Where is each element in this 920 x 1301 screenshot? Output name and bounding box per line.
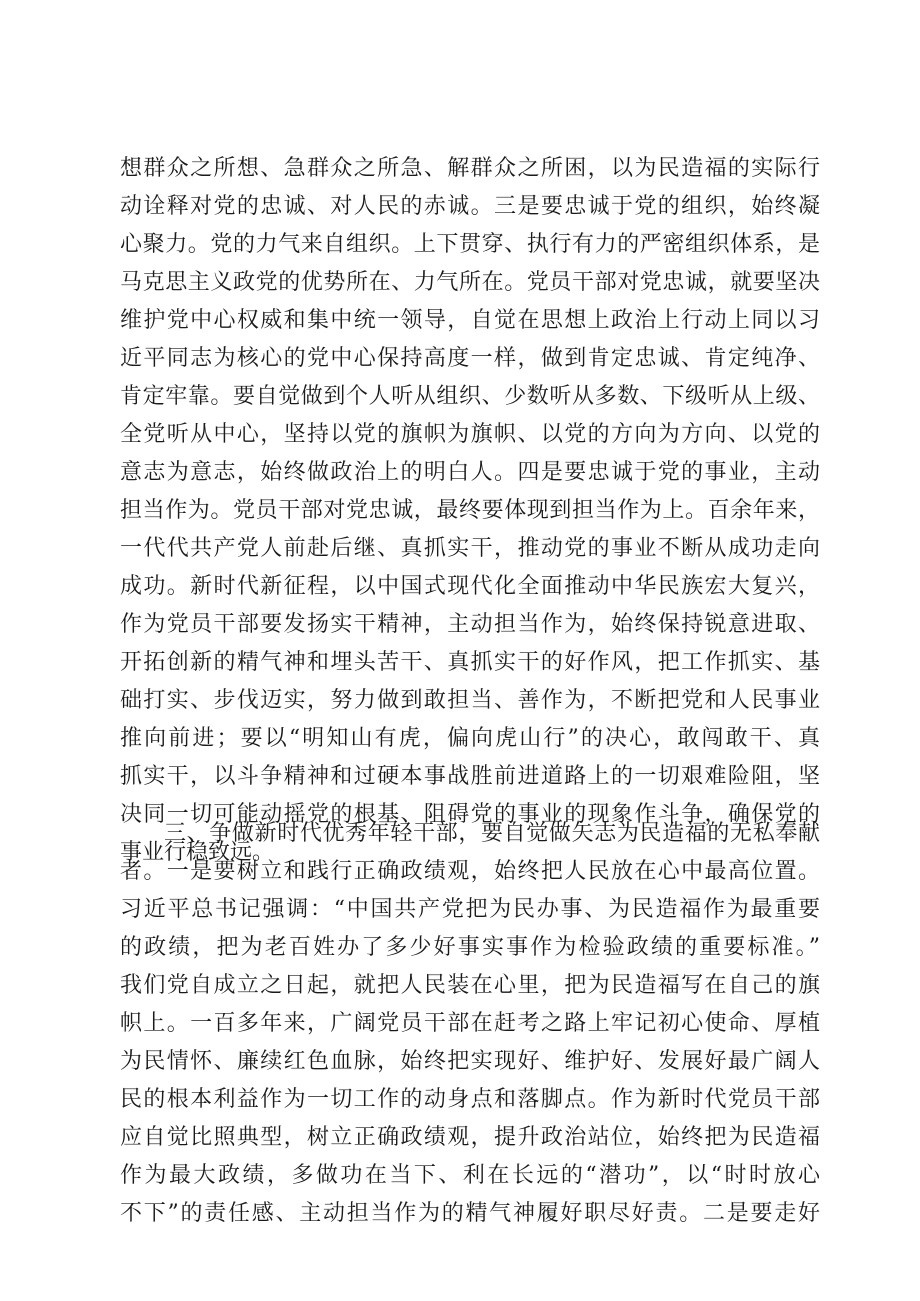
text-line: 维护党中心权威和集中统一领导，自觉在思想上政治上行动上同以习	[120, 308, 820, 333]
text-line: 肯定牢靠。要自觉做到个人听从组织、少数听从多数、下级听从上级、	[120, 384, 820, 409]
text-line: 一代代共产党人前赴后继、真抓实干，推动党的事业不断从成功走向	[120, 536, 820, 561]
text-line: 意志为意志，始终做政治上的明白人。四是要忠诚于党的事业，主动	[120, 460, 820, 485]
text-line: 担当作为。党员干部对党忠诚，最终要体现到担当作为上。百余年来，	[120, 498, 820, 523]
text-line: 作为最大政绩，多做功在当下、利在长远的“潜功”，以“时时放心	[120, 1163, 820, 1188]
text-line: 作为党员干部要发扬实干精神，主动担当作为，始终保持锐意进取、	[120, 612, 820, 637]
text-line: 不下”的责任感、主动担当作为的精气神履好职尽好责。二是要走好	[120, 1201, 820, 1226]
text-line: 决同一切可能动摇党的根基、阻碍党的事业的现象作斗争，确保党的	[120, 802, 820, 827]
text-line: 抓实干，以斗争精神和过硬本事战胜前进道路上的一切艰难险阻，坚	[120, 764, 820, 789]
text-line: 我们党自成立之日起，就把人民装在心里，把为民造福写在自己的旗	[120, 973, 820, 998]
text-line: 习近平总书记强调：“中国共产党把为民办事、为民造福作为最重要	[120, 897, 820, 922]
paragraph-loyalty	[120, 150, 820, 872]
text-line: 推向前进；要以“明知山有虎，偏向虎山行”的决心，敢闯敢干、真	[120, 726, 820, 751]
text-line: 全党听从中心，坚持以党的旗帜为旗帜、以党的方向为方向、以党的	[120, 422, 820, 447]
text-line: 础打实、步伐迈实，努力做到敢担当、善作为，不断把党和人民事业	[120, 688, 820, 713]
text-line: 事业行稳致远。	[120, 840, 275, 865]
text-line: 者。一是要树立和践行正确政绩观，始终把人民放在心中最高位置。	[120, 859, 820, 884]
text-line: 为民情怀、廉续红色血脉，始终把实现好、维护好、发展好最广阔人	[120, 1049, 820, 1074]
text-line: 马克思主义政党的优势所在、力气所在。党员干部对党忠诚，就要坚决	[120, 270, 820, 295]
text-line: 应自觉比照典型，树立正确政绩观，提升政治站位，始终把为民造福	[120, 1125, 820, 1150]
text-line: 成功。新时代新征程，以中国式现代化全面推动中华民族宏大复兴，	[120, 574, 820, 599]
text-line: 心聚力。党的力气来自组织。上下贯穿、执行有力的严密组织体系，是	[120, 232, 820, 257]
text-line: 民的根本利益作为一切工作的动身点和落脚点。作为新时代党员干部	[120, 1087, 820, 1112]
text-line: 动诠释对党的忠诚、对人民的赤诚。三是要忠诚于党的组织，始终凝	[120, 194, 820, 219]
text-line: 的政绩，把为老百姓办了多少好事实事作为检验政绩的重要标准。”	[120, 935, 820, 960]
text-line: 近平同志为核心的党中心保持高度一样，做到肯定忠诚、肯定纯净、	[120, 346, 820, 371]
paragraph-section-three	[120, 815, 820, 1233]
text-line: 想群众之所想、急群众之所急、解群众之所困，以为民造福的实际行	[120, 156, 820, 181]
text-line: 三、争做新时代优秀年轻干部，要自觉做矢志为民造福的无私奉献	[164, 821, 820, 846]
text-line: 开拓创新的精气神和埋头苦干、真抓实干的好作风，把工作抓实、基	[120, 650, 820, 675]
text-line: 帜上。一百多年来，广阔党员干部在赶考之路上牢记初心使命、厚植	[120, 1011, 820, 1036]
